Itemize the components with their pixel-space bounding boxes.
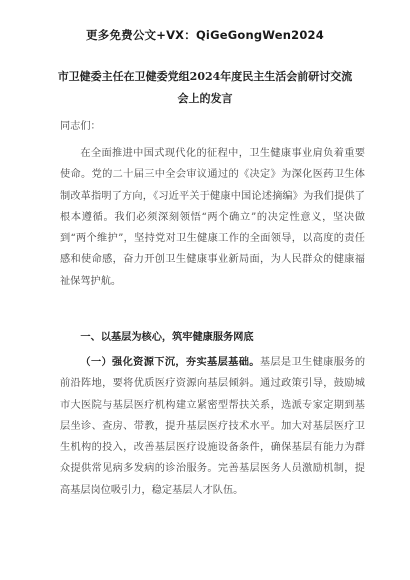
promo-banner: 更多免费公文+VX：QiGeGongWen2024	[86, 28, 324, 42]
document-title: 市卫健委主任在卫健委党组2024年度民主生活会前研讨交流会上的发言	[57, 70, 353, 105]
subsection-heading: （一）强化资源下沉，夯实基层基础。	[80, 356, 260, 368]
body-paragraph	[60, 352, 365, 501]
salutation: 同志们：	[60, 121, 101, 132]
subsection-body: 基层是卫生健康服务的前沿阵地，要将优质医疗资源向基层倾斜。通过政策引导，鼓励城市大医院与基层医疗机构建立紧密型帮扶关系，选派专家定期到基层坐诊、查房、带教，提升基层医疗技术水平。加大对基层医疗卫生机构的投入，改善基层医疗设施设备条件，确保基层有能力为群众提供常见病多发病的诊治服务。完善基层医务人员激励机制，提高基层岗位吸引力，稳定基层人才队伍。	[60, 357, 366, 496]
intro-paragraph: 在全面推进中国式现代化的征程中，卫生健康事业肩负着重要使命。党的二十届三中全会审议通过的《决定》为深化医药卫生体制改革指明了方向，《习近平关于健康中国论述摘编》为我们提供了根本遵循。我们必须深刻领悟“两个确立”的决定性意义，坚决做到“两个维护”，坚持党对卫生健康工作的全面领导，以高度的责任感和使命感，奋力开创卫生健康事业新局面，为人民群众的健康福祉保驾护航。	[60, 148, 365, 287]
section-heading: 一、以基层为核心，筑牢健康服务网底	[80, 331, 254, 343]
